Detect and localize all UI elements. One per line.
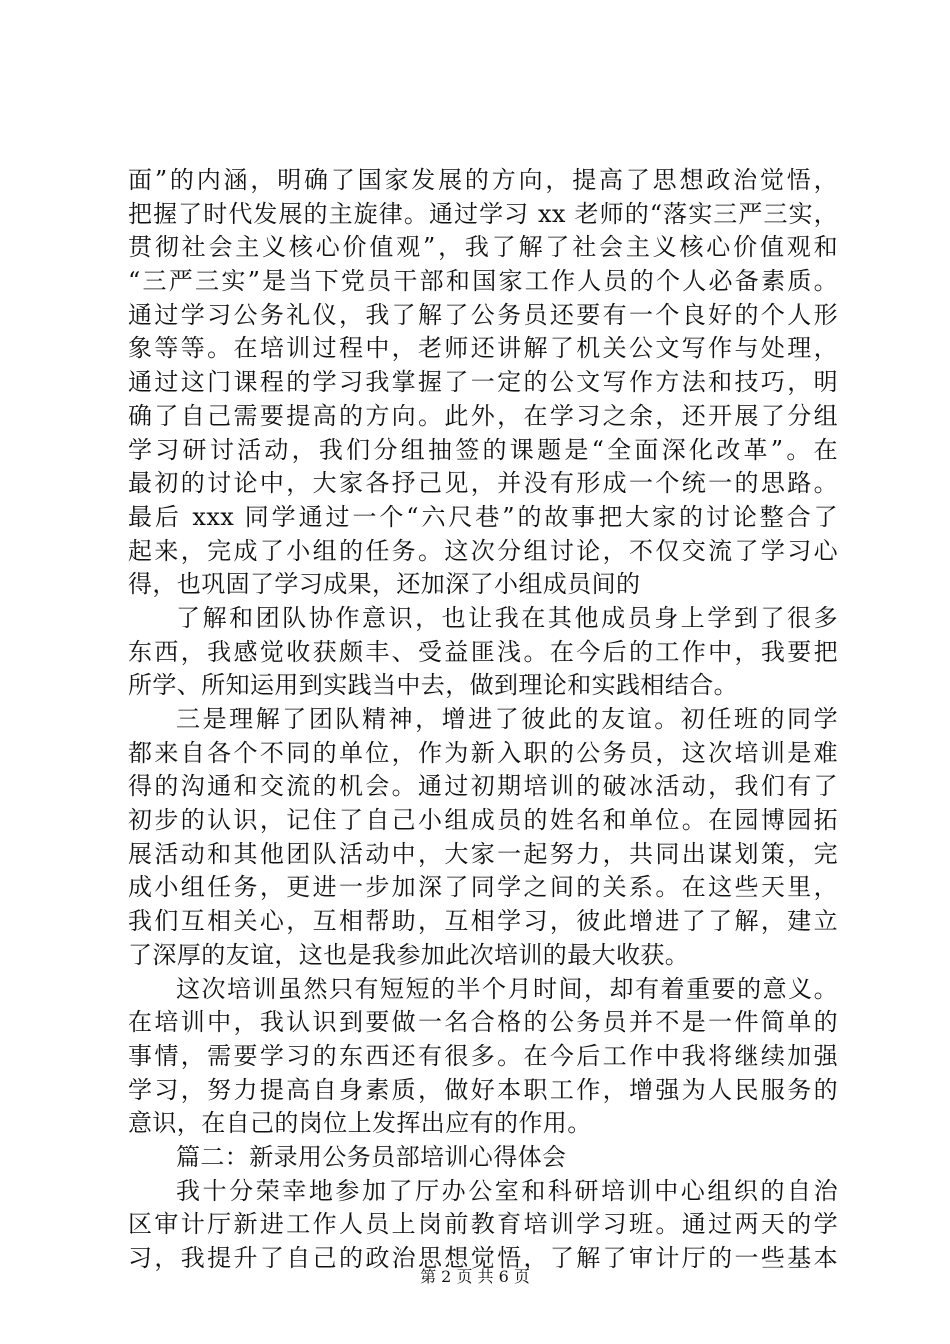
text-line: 学习，努力提高自身素质，做好本职工作，增强为人民服务的	[128, 1075, 838, 1104]
text-line: 意识，在自己的岗位上发挥出应有的作用。	[128, 1109, 592, 1138]
text-line: 所学、所知运用到实践当中去，做到理论和实践相结合。	[128, 671, 738, 700]
text-line: 学习研讨活动，我们分组抽签的课题是“全面深化改革”。在	[128, 435, 838, 464]
text-line: 三是理解了团队精神，增进了彼此的友谊。初任班的同学	[176, 705, 838, 733]
text-line: 这次培训虽然只有短短的半个月时间，却有着重要的意义。	[176, 974, 838, 1003]
text-line: 最初的讨论中，大家各抒己见，并没有形成一个统一的思路。	[128, 469, 838, 498]
text-line: 得的沟通和交流的机会。通过初期培训的破冰活动，我们有了	[128, 772, 838, 801]
text-line: 事情，需要学习的东西还有很多。在今后工作中我将继续加强	[128, 1041, 838, 1070]
text-line: 贯彻社会主义核心价值观”，我了解了社会主义核心价值观和	[128, 233, 838, 262]
page-footer	[0, 1264, 950, 1287]
text-line: 通过这门课程的学习我掌握了一定的公文写作方法和技巧，明	[128, 368, 838, 397]
text-line: “三严三实”是当下党员干部和国家工作人员的个人必备素质。	[128, 267, 838, 296]
text-line: 篇二：新录用公务员部培训心得体会	[176, 1142, 567, 1171]
document-body	[128, 164, 838, 1276]
text-line: 确了自己需要提高的方向。此外，在学习之余，还开展了分组	[128, 401, 838, 430]
text-line: 我们互相关心，互相帮助，互相学习，彼此增进了了解，建立	[128, 907, 838, 936]
page-indicator: 第 2 页 共 6 页	[420, 1267, 530, 1286]
text-line: 区审计厅新进工作人员上岗前教育培训学习班。通过两天的学	[128, 1210, 838, 1239]
text-line: 了深厚的友谊，这也是我参加此次培训的最大收获。	[128, 940, 690, 969]
text-line: 面”的内涵，明确了国家发展的方向，提高了思想政治觉悟，	[128, 166, 838, 194]
text-line: 了解和团队协作意识，也让我在其他成员身上学到了很多	[176, 603, 838, 632]
text-line: 都来自各个不同的单位，作为新入职的公务员，这次培训是难	[128, 738, 838, 767]
text-line: 把握了时代发展的主旋律。通过学习 xx 老师的“落实三严三实，	[128, 199, 838, 228]
text-line: 在培训中，我认识到要做一名合格的公务员并不是一件简单的	[128, 1008, 838, 1037]
text-line: 初步的认识，记住了自己小组成员的姓名和单位。在园博园拓	[128, 806, 838, 835]
text-line: 象等等。在培训过程中，老师还讲解了机关公文写作与处理，	[128, 334, 838, 363]
text-line: 得，也巩固了学习成果，还加深了小组成员间的	[128, 570, 641, 599]
text-line: 我十分荣幸地参加了厅办公室和科研培训中心组织的自治	[176, 1176, 838, 1205]
text-line: 东西，我感觉收获颇丰、受益匪浅。在今后的工作中，我要把	[128, 637, 838, 666]
text-line: 展活动和其他团队活动中，大家一起努力，共同出谋划策，完	[128, 839, 838, 868]
text-line: 通过学习公务礼仪，我了解了公务员还要有一个良好的个人形	[128, 300, 838, 329]
text-line: 最后 xxx 同学通过一个“六尺巷”的故事把大家的讨论整合了	[128, 502, 838, 531]
text-line: 习，我提升了自己的政治思想觉悟，了解了审计厅的一些基本	[128, 1244, 838, 1272]
text-line: 起来，完成了小组的任务。这次分组讨论，不仅交流了学习心	[128, 536, 838, 565]
text-line: 成小组任务，更进一步加深了同学之间的关系。在这些天里，	[128, 873, 838, 902]
